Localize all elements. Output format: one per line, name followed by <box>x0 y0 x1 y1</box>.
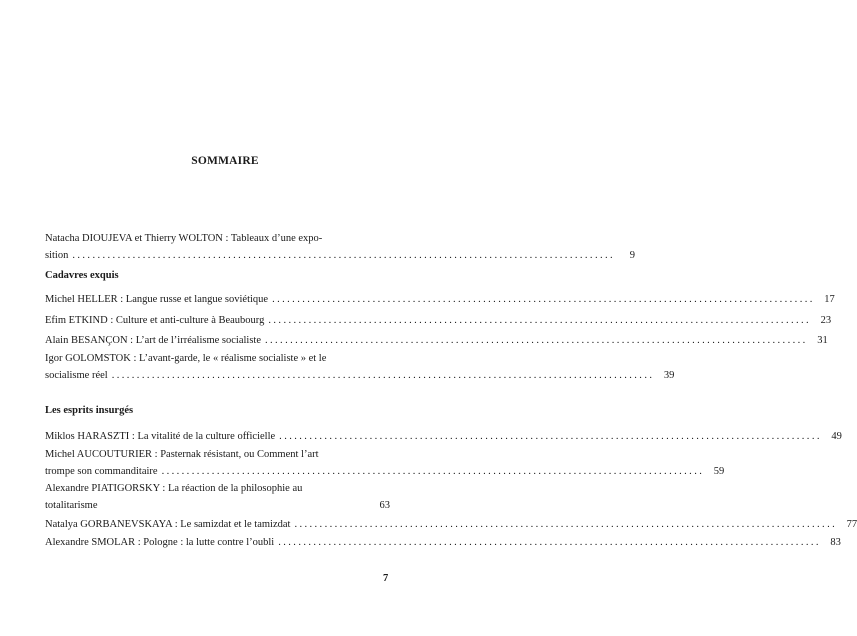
toc-entry-text: Alain BESANÇON : L’art de l’irréalisme socialiste <box>45 335 261 346</box>
toc-page-number: 17 <box>824 294 835 305</box>
toc-page-number: 49 <box>831 431 842 442</box>
leader-dots: ............................................................................................................ <box>279 431 822 442</box>
toc-entry <box>45 332 828 349</box>
toc-entry <box>45 350 675 384</box>
toc-entry-text: Alexandre SMOLAR : Pologne : la lutte contre l’oubli <box>45 537 275 548</box>
toc-page-number: 83 <box>830 537 841 548</box>
toc-page-number: 39 <box>663 370 675 381</box>
toc-entry-text: Natalya GORBANEVSKAYA : Le samizdat et le tamizdat <box>45 519 291 530</box>
toc-entry <box>45 428 842 445</box>
section-heading-cadavres: Cadavres exquis <box>45 270 119 281</box>
toc-entry <box>45 516 857 533</box>
leader-dots: ............................................................................................................ <box>278 537 821 548</box>
folio-page-number: 7 <box>383 573 389 584</box>
toc-entry <box>45 480 390 514</box>
toc-page-number: 77 <box>846 519 857 530</box>
toc-entry-text: Efim ETKIND : Culture et anti-culture à Beaubourg <box>45 315 265 326</box>
leader-dots: ............................................................................................................ <box>268 315 812 326</box>
toc-page-number: 31 <box>817 335 828 346</box>
toc-entry-text: Igor GOLOMSTOK : L’avant-garde, le « réalisme socialiste » et le <box>45 353 327 364</box>
toc-page-number: 63 <box>379 500 390 511</box>
toc-entry-text: Miklos HARASZTI : La vitalité de la culture officielle <box>45 431 276 442</box>
toc-page-number: 23 <box>820 315 832 326</box>
toc-entry <box>45 446 725 480</box>
leader-dots: ............................................................................................................ <box>272 294 815 305</box>
toc-entry <box>45 534 841 551</box>
leader-dots: ............................................................................................................ <box>264 335 808 346</box>
toc-entry-text-continued: totalitarisme <box>45 500 98 511</box>
page-title: SOMMAIRE <box>191 155 259 167</box>
toc-entry-intro <box>45 230 636 264</box>
toc-entry-text: Michel AUCOUTURIER : Pasternak résistant, ou Comment l’art <box>45 449 319 460</box>
section-heading-esprits: Les esprits insurgés <box>45 405 134 416</box>
toc-entry-text: Michel HELLER : Langue russe et langue soviétique <box>45 294 269 305</box>
leader-dots: ............................................................................................................ <box>72 250 616 261</box>
toc-entry-text-continued: socialisme réel <box>45 370 108 381</box>
toc-page-number: 9 <box>629 250 636 261</box>
toc-entry <box>45 312 832 329</box>
toc-entry-text: Alexandre PIATIGORSKY : La réaction de la philosophie au <box>45 483 303 494</box>
leader-dots: ............................................................................................................ <box>111 370 655 381</box>
leader-dots: ............................................................................................................ <box>294 519 838 530</box>
leader-dots: ............................................................................................................ <box>161 466 705 477</box>
toc-entry-text-continued: trompe son commanditaire <box>45 466 158 477</box>
toc-entry-text-continued: sition <box>45 250 69 261</box>
toc-entry <box>45 291 835 308</box>
toc-entry-text: Natacha DIOUJEVA et Thierry WOLTON : Tableaux d’une expo- <box>45 233 323 244</box>
toc-page-number: 59 <box>713 466 725 477</box>
